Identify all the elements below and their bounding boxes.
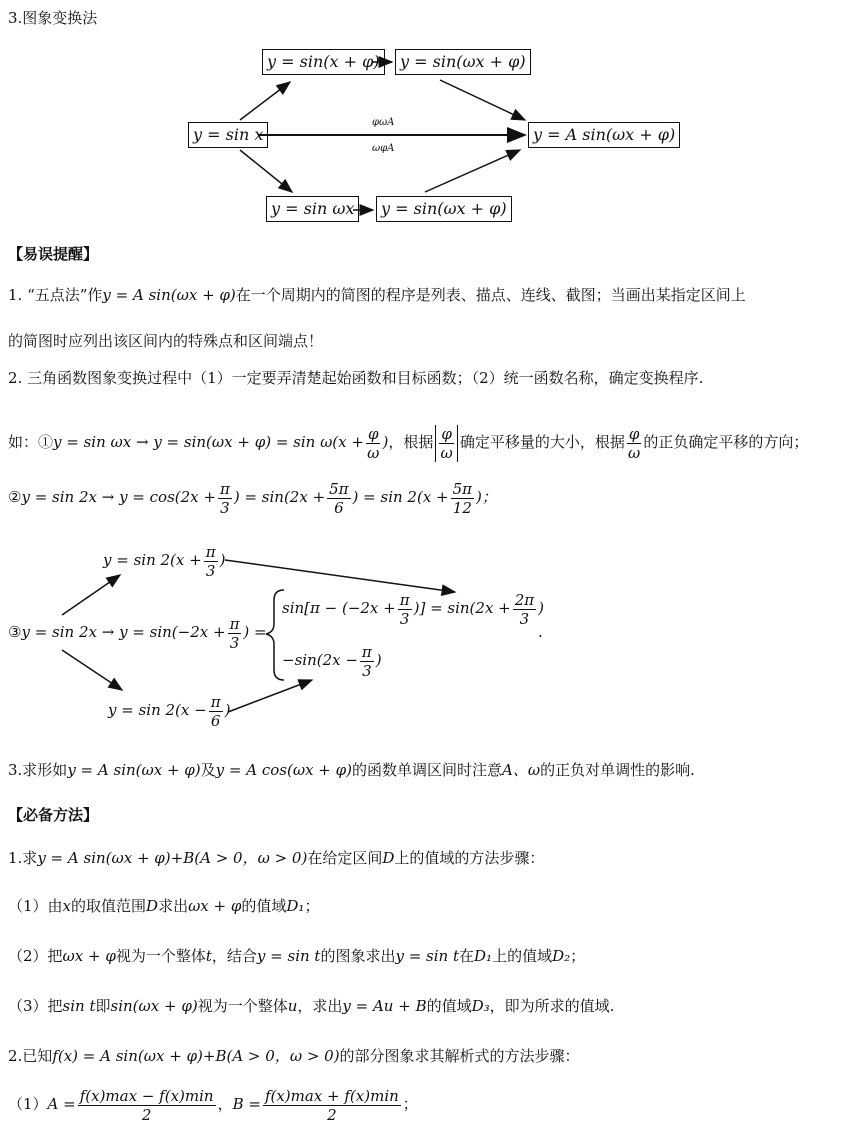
example-1: 如：①y = sin ωx → y = sin(ωx + φ) = sin ω(x + $\frac{\varphi}{\omega}$ )，根据 $\frac{\varphi}{\omega}$ 确定平移量的大小，根据 $\frac{\varphi}{\omega}$ 的正负确定平移的方向； (8, 424, 809, 462)
ex3-arrow-upper-left (62, 575, 120, 615)
method-heading: 【必备方法】 (8, 806, 99, 824)
method-1: 1.求y = A sin(ωx + φ)+B(A > 0，ω > 0)在给定区间D上的值域的方法步骤： (8, 849, 545, 867)
example-3-lower: y = sin 2(x − $\frac{\pi}{6}$ ) (108, 692, 231, 730)
arrow-top-right-down (440, 80, 525, 120)
ex3-arrow-lower-left (62, 650, 122, 690)
example-3-case-1: sin[π − (−2x + $\frac{\pi}{3}$ )] = sin(2x + $\frac{2\pi}{3}$ ) (282, 590, 545, 628)
step-2: （2）把ωx + φ视为一个整体t，结合y = sin t的图象求出y = sin t在D₁上的值域D₂； (8, 947, 586, 965)
caution-heading: 【易误提醒】 (8, 245, 99, 263)
arrow-label-top: φωA (372, 117, 395, 128)
ex3-arrow-lower-right (228, 680, 312, 712)
section-title: 3.图象变换法 (8, 9, 98, 27)
example-3-case-2: −sin(2x − $\frac{\pi}{3}$ ) (282, 642, 382, 680)
example-2: ②y = sin 2x → y = cos(2x + $\frac{\pi}{3}$ ) = sin(2x + $\frac{5\pi}{6}$ ) = sin 2(x + $\frac{5\pi}{12}$ )； (8, 479, 497, 517)
diagram-box-left: y = sin x (188, 122, 268, 148)
arrow-bottom-right-up (425, 150, 520, 192)
example-3-upper: y = sin 2(x + $\frac{\pi}{3}$ ) (103, 542, 226, 580)
example-3-period: . (538, 623, 543, 641)
step-3: （3）把sin t即sin(ωx + φ)视为一个整体u，求出y = Au + B的值域D₃，即为所求的值域. (8, 997, 615, 1015)
example-3-main: ③y = sin 2x → y = sin(−2x + $\frac{\pi}{3}$ ) = (8, 614, 267, 652)
method-2: 2.已知f(x) = A sin(ωx + φ)+B(A > 0，ω > 0)的部分图象求其解析式的方法步骤： (8, 1047, 580, 1065)
arrow-label-bottom: ωφA (372, 143, 395, 154)
diagram-box-bottom-left: y = sin ωx (266, 196, 359, 222)
caution-1-line-2: 的简图时应列出该区间内的特殊点和区间端点！ (8, 332, 324, 350)
diagram-box-top-right: y = sin(ωx + φ) (395, 49, 531, 75)
point-3: 3.求形如y = A sin(ωx + φ)及y = A cos(ωx + φ)的函数单调区间时注意A、ω的正负对单调性的影响. (8, 761, 695, 779)
caution-2: 2. 三角函数图象变换过程中（1）一定要弄清楚起始函数和目标函数；（2）统一函数名称，确定变换程序. (8, 369, 704, 387)
diagram-box-right: y = A sin(ωx + φ) (528, 122, 680, 148)
method-2-step-1: （1）A = $\frac{f(x)\max - f(x)\min}{2}$ ，B = $\frac{f(x)\max + f(x)\min}{2}$ ； (8, 1086, 418, 1124)
arrow-left-down (240, 150, 292, 192)
caution-1-line-1: 1. “五点法”作y = A sin(ωx + φ)在一个周期内的简图的程序是列表、描点、连线、截图；当画出某指定区间上 (8, 286, 746, 304)
diagram-box-top-left: y = sin(x + φ) (262, 49, 385, 75)
diagram-box-bottom-right: y = sin(ωx + φ) (376, 196, 512, 222)
step-1: （1）由x的取值范围D求出ωx + φ的值域D₁； (8, 897, 320, 915)
arrow-left-up (240, 82, 290, 120)
